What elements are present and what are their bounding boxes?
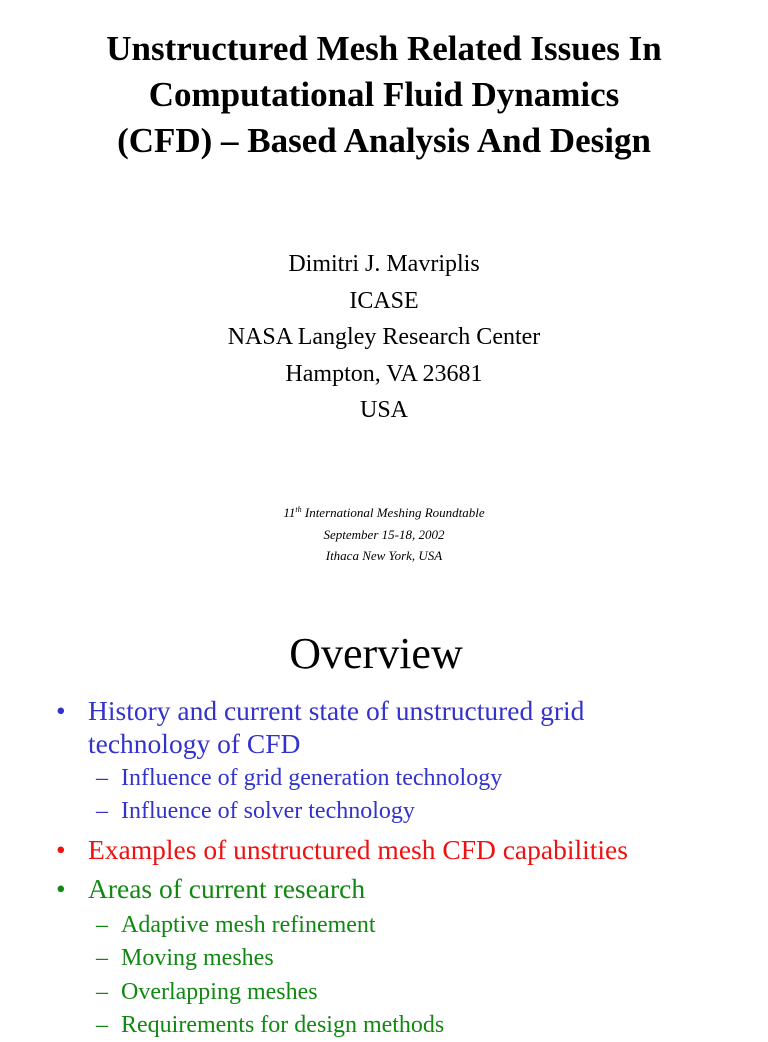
dash-glyph: – [96, 798, 108, 824]
sub-item-text: Overlapping meshes [121, 979, 318, 1005]
sub-item-text: Requirements for design methods [121, 1012, 445, 1038]
conference-title: International Meshing Roundtable [301, 505, 485, 520]
sub-item-text: Adaptive mesh refinement [121, 912, 376, 938]
author-name: Dimitri J. Mavriplis [288, 251, 480, 277]
conference-block [0, 502, 768, 567]
overview-slide [0, 600, 768, 1038]
bullet-text: Examples of unstructured mesh CFD capabilities [88, 834, 628, 865]
sub-item-text: Influence of solver technology [121, 798, 415, 824]
conference-ordinal: 11 [283, 505, 296, 520]
dash-glyph: – [96, 1012, 108, 1038]
title-line: Computational Fluid Dynamics [148, 75, 620, 114]
dash-glyph: – [96, 912, 108, 938]
dash-glyph: – [96, 945, 108, 971]
bullet-text: History and current state of unstructured grid [88, 695, 585, 726]
bullet-glyph: • [56, 695, 66, 726]
affiliation-line: Hampton, VA 23681 [285, 360, 483, 387]
conference-name [0, 502, 768, 524]
bullet-text: Areas of current research [88, 873, 366, 904]
bullet-text: technology of CFD [88, 728, 301, 759]
sub-item-text: Influence of grid generation technology [121, 765, 503, 791]
affiliation-line: USA [359, 397, 408, 423]
slide-title [0, 26, 768, 164]
conference-dates: September 15-18, 2002 [323, 526, 445, 542]
conference-ordinal-suffix: th [295, 505, 302, 514]
title-line: (CFD) – Based Analysis And Design [117, 121, 651, 160]
author-block [0, 246, 768, 429]
dash-glyph: – [96, 765, 108, 791]
bullet-glyph: • [56, 834, 66, 865]
affiliation-line: NASA Langley Research Center [227, 324, 541, 350]
conference-location: Ithaca New York, USA [325, 548, 443, 563]
sub-item-text: Moving meshes [121, 945, 274, 971]
affiliation-line: ICASE [349, 287, 419, 314]
title-line: Unstructured Mesh Related Issues In [106, 29, 662, 68]
bullet-glyph: • [56, 873, 66, 904]
overview-title: Overview [289, 629, 463, 678]
dash-glyph: – [96, 979, 108, 1005]
